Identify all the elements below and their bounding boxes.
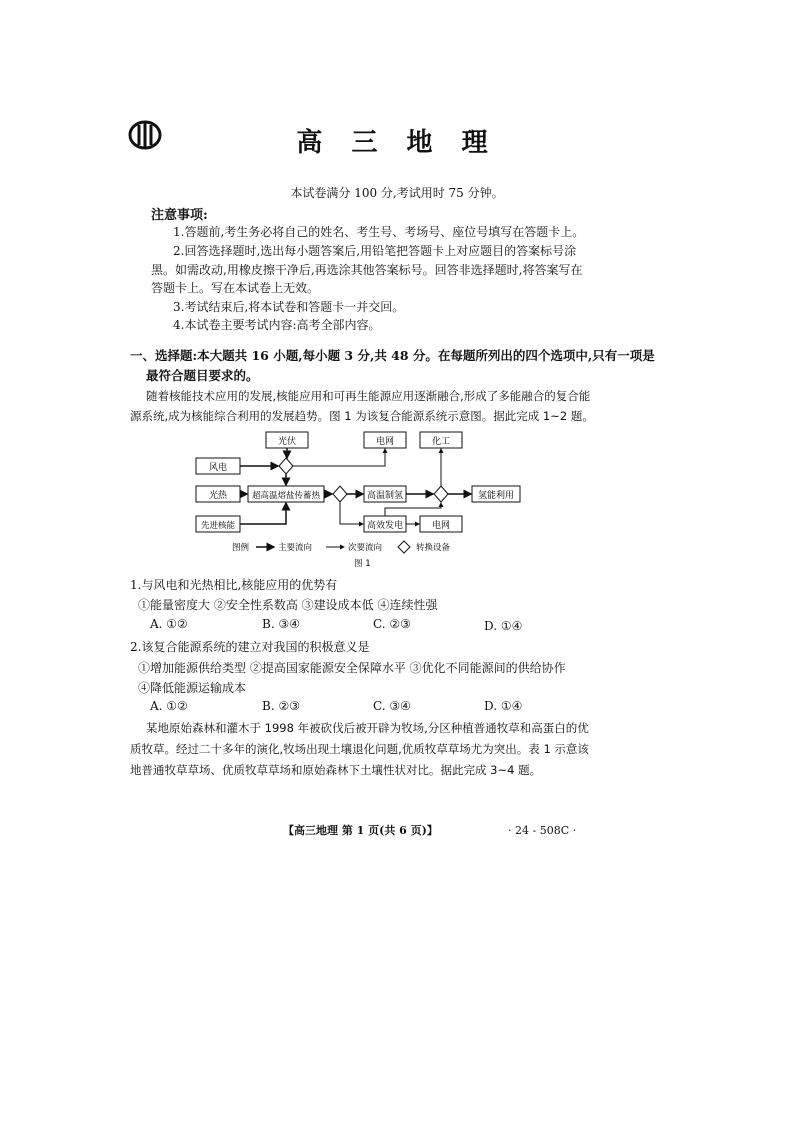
node-h2-production	[364, 486, 406, 502]
q1-stem: 1.与风电和光热相比,核能应用的优势有	[130, 578, 338, 592]
svg-text:电网: 电网	[431, 521, 451, 531]
passage2-line-a: 某地原始森林和灌木于 1998 年被砍伐后被开辟为牧场,分区种植普通牧草和高蛋白的优	[146, 721, 589, 735]
q2-choices-2: ④降低能源运输成本	[138, 681, 247, 695]
note-item-4: 4.本试卷主要考试内容:高考全部内容。	[173, 318, 381, 332]
svg-text:超高温熔盐传蓄热: 超高温熔盐传蓄热	[251, 491, 321, 501]
page-title: 高 三 地 理	[296, 128, 498, 158]
svg-text:先进核能: 先进核能	[200, 521, 236, 531]
svg-text:氢能利用: 氢能利用	[477, 491, 515, 501]
note-item-2c: 答题卡上。写在本试卷上无效。	[151, 281, 320, 295]
note-item-2a: 2.回答选择题时,选出每小题答案后,用铅笔把答题卡上对应题目的答案标号涂	[173, 244, 577, 258]
section-heading-b: 最符合题目要求的。	[146, 368, 259, 383]
converter-diamond-1	[279, 458, 293, 474]
q1-option-c: C. ②③	[373, 617, 411, 631]
node-grid-bottom	[420, 516, 462, 532]
svg-text:主要流向: 主要流向	[278, 543, 313, 553]
converter-diamond-2	[333, 486, 347, 502]
passage1-line-b: 源系统,成为核能综合利用的发展趋势。图 1 为该复合能源系统示意图。据此完成 1~2 题。	[130, 409, 594, 423]
svg-text:高效发电: 高效发电	[366, 521, 404, 531]
passage1-line-a: 随着核能技术应用的发展,核能应用和可再生能源应用逐渐融合,形成了多能融合的复合能	[146, 389, 591, 403]
passage2-line-b: 质牧草。经过二十多年的演化,牧场出现土壤退化问题,优质牧草草场尤为突出。表 1 示意该	[130, 742, 589, 756]
q2-stem: 2.该复合能源系统的建立对我国的积极意义是	[130, 640, 370, 654]
footer-page-info: 【高三地理 第 1 页(共 6 页)】	[283, 824, 438, 837]
node-nuclear	[196, 516, 240, 532]
q2-option-c: C. ③④	[373, 699, 411, 713]
exam-intro: 本试卷满分 100 分,考试用时 75 分钟。	[290, 186, 504, 200]
note-item-2b: 黑。如需改动,用橡皮擦干净后,再选涂其他答案标号。回答非选择题时,将答案写在	[151, 263, 583, 277]
svg-text:图例: 图例	[232, 543, 250, 553]
q2-choices-1: ①增加能源供给类型 ②提高国家能源安全保障水平 ③优化不同能源间的供给协作	[138, 661, 566, 675]
svg-text:光伏: 光伏	[277, 437, 297, 447]
diagram-legend	[232, 541, 451, 553]
node-h2-use	[472, 486, 520, 502]
q1-option-b: B. ③④	[262, 617, 300, 631]
q1-option-d: D. ①④	[484, 619, 523, 633]
footer-code: · 24 - 508C ·	[508, 824, 577, 837]
converter-diamond-3	[434, 486, 448, 502]
node-wind	[196, 458, 240, 474]
node-chem	[420, 432, 462, 448]
node-pv	[266, 432, 308, 448]
svg-text:化工: 化工	[431, 437, 451, 447]
q2-option-b: B. ②③	[262, 699, 300, 713]
svg-text:高温制氢: 高温制氢	[366, 491, 404, 501]
q1-option-a: A. ①②	[150, 617, 188, 631]
passage2-line-c: 地普通牧草草场、优质牧草草场和原始森林下土壤性状对比。据此完成 3~4 题。	[130, 763, 542, 777]
svg-text:电网: 电网	[375, 437, 395, 447]
node-salt-storage	[248, 486, 324, 502]
diagram-caption: 图 1	[354, 559, 371, 569]
node-grid-top	[364, 432, 406, 448]
note-item-1: 1.答题前,考生务必将自己的姓名、考生号、考场号、座位号填写在答题卡上。	[173, 225, 585, 239]
q2-option-a: A. ①②	[150, 699, 188, 713]
svg-text:光热: 光热	[208, 491, 228, 501]
svg-text:转换设备: 转换设备	[416, 543, 451, 553]
section-heading-a: 一、选择题:本大题共 16 小题,每小题 3 分,共 48 分。在每题所列出的四个选项中,只有一项是	[130, 348, 655, 363]
q2-option-d: D. ①④	[484, 699, 523, 713]
svg-text:风电: 风电	[208, 463, 228, 473]
svg-text:次要流向: 次要流向	[348, 543, 383, 553]
node-power-gen	[364, 516, 406, 532]
q1-choices: ①能量密度大 ②安全性系数高 ③建设成本低 ④连续性强	[138, 598, 438, 612]
notes-heading: 注意事项:	[151, 208, 208, 223]
energy-system-diagram	[190, 428, 530, 570]
node-solar-thermal	[196, 486, 240, 502]
note-item-3: 3.考试结束后,将本试卷和答题卡一并交回。	[173, 300, 405, 314]
